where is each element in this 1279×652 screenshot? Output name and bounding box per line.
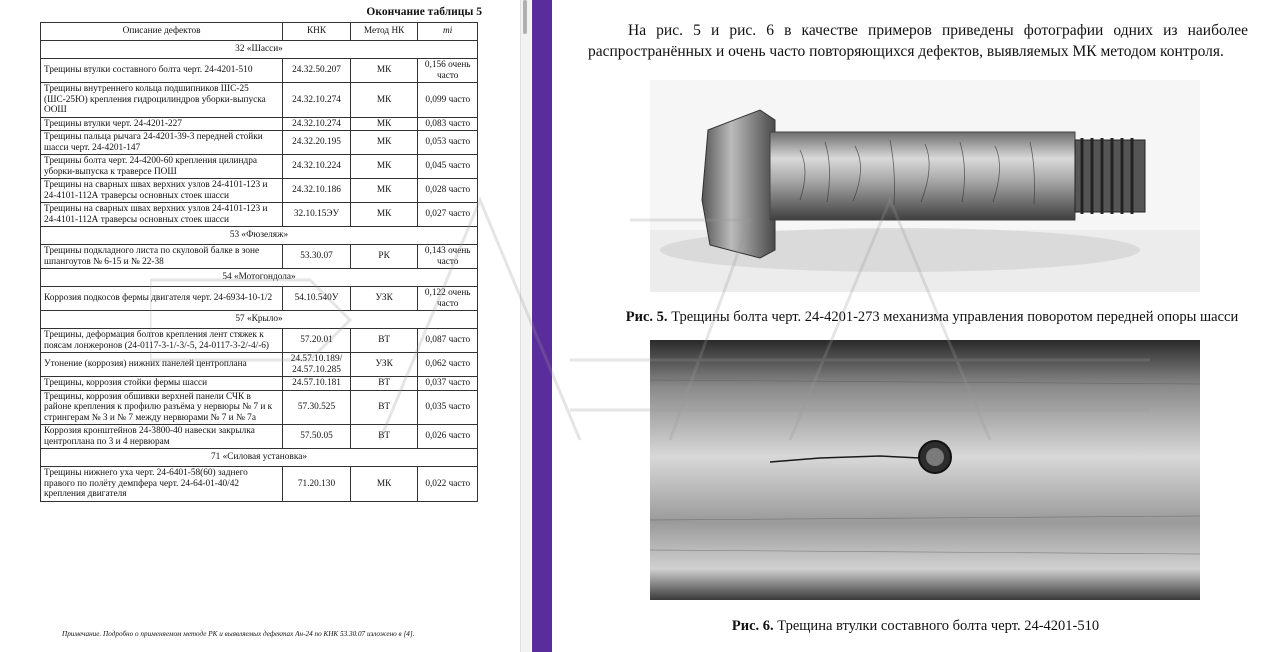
nk-method: МК bbox=[350, 203, 418, 227]
nk-method: ВТ bbox=[350, 390, 418, 425]
frequency-value: 0,026 часто bbox=[418, 425, 478, 449]
frequency-value: 0,045 часто bbox=[418, 155, 478, 179]
left-document-page bbox=[0, 0, 520, 652]
scrollbar-track[interactable] bbox=[520, 0, 531, 652]
nk-method: МК bbox=[350, 59, 418, 83]
knk-code: 24.32.10.274 bbox=[283, 117, 351, 131]
scrollbar-thumb[interactable] bbox=[523, 0, 527, 34]
knk-code: 24.32.20.195 bbox=[283, 131, 351, 155]
table-row bbox=[41, 155, 478, 179]
knk-code: 24.32.10.186 bbox=[283, 179, 351, 203]
nk-method: МК bbox=[350, 179, 418, 203]
figure-6-caption bbox=[552, 618, 1279, 635]
defect-description: Трещины, деформация болтов крепления лент стяжек к поясам лонжеронов (24-0117-3-1/-3/-5, 24-0117-3-2/-4/-6) bbox=[41, 329, 283, 353]
table-caption: Окончание таблицы 5 bbox=[366, 6, 482, 18]
figure-5-caption-text: Трещины болта черт. 24-4201-273 механизма управления поворотом передней опоры шасси bbox=[671, 309, 1239, 325]
knk-code: 24.57.10.181 bbox=[283, 377, 351, 391]
defect-description: Трещины втулки черт. 24-4201-227 bbox=[41, 117, 283, 131]
table-row bbox=[41, 353, 478, 377]
defect-description: Трещины втулки составного болта черт. 24-4201-510 bbox=[41, 59, 283, 83]
figure-6-caption-text: Трещина втулки составного болта черт. 24-4201-510 bbox=[777, 618, 1100, 634]
right-document-page bbox=[552, 0, 1279, 652]
knk-code: 24.32.10.224 bbox=[283, 155, 351, 179]
nk-method: УЗК bbox=[350, 287, 418, 311]
figure-6-sleeve-photo bbox=[650, 340, 1200, 600]
figure-5-label: Рис. 5. bbox=[625, 309, 668, 325]
table-row bbox=[41, 117, 478, 131]
defect-description: Трещины нижнего уха черт. 24-6401-58(60) заднего правого по полёту демпфера черт. 24-64-01-40/42 крепления двигателя bbox=[41, 467, 283, 502]
defect-description: Трещины, коррозия обшивки верхней панели СЧК в районе крепления к профилю разъёма у нервюры № 7 и к стрингерам № 3 и № 7 между нервюрами № 7 и № 7а bbox=[41, 390, 283, 425]
nk-method: МК bbox=[350, 117, 418, 131]
defect-description: Коррозия подкосов фермы двигателя черт. 24-6934-10-1/2 bbox=[41, 287, 283, 311]
table-body bbox=[41, 41, 478, 502]
nk-method: МК bbox=[350, 467, 418, 502]
intro-paragraph: На рис. 5 и рис. 6 в качестве примеров приведены фотографии одних из наиболее распространённых и очень часто повторяющихся дефектов, выявляемых МК методом контроля. bbox=[588, 22, 1248, 60]
table-header-row bbox=[41, 23, 478, 41]
section-row bbox=[41, 41, 478, 59]
knk-code: 57.50.05 bbox=[283, 425, 351, 449]
table-row bbox=[41, 203, 478, 227]
figure-5-bolt-photo bbox=[650, 80, 1200, 292]
frequency-value: 0,022 часто bbox=[418, 467, 478, 502]
header-m: mi bbox=[418, 23, 478, 41]
table-row bbox=[41, 131, 478, 155]
nk-method: РК bbox=[350, 245, 418, 269]
knk-code: 24.32.10.274 bbox=[283, 83, 351, 118]
table-row bbox=[41, 467, 478, 502]
defect-description: Трещины на сварных швах верхних узлов 24-4101-123 и 24-4101-112А траверсы основных стоек шасси bbox=[41, 203, 283, 227]
defect-description: Трещины на сварных швах верхних узлов 24-4101-123 и 24-4101-112А траверсы основных стоек шасси bbox=[41, 179, 283, 203]
header-description: Описание дефектов bbox=[41, 23, 283, 41]
frequency-value: 0,062 часто bbox=[418, 353, 478, 377]
table-row bbox=[41, 179, 478, 203]
section-title: 71 «Силовая установка» bbox=[41, 449, 478, 467]
knk-code: 57.20.01 bbox=[283, 329, 351, 353]
frequency-value: 0,037 часто bbox=[418, 377, 478, 391]
section-row bbox=[41, 227, 478, 245]
frequency-value: 0,122 очень часто bbox=[418, 287, 478, 311]
figure-5-caption bbox=[602, 309, 1262, 326]
table-row bbox=[41, 83, 478, 118]
section-title: 54 «Мотогондола» bbox=[41, 269, 478, 287]
frequency-value: 0,053 часто bbox=[418, 131, 478, 155]
frequency-value: 0,143 очень часто bbox=[418, 245, 478, 269]
section-row bbox=[41, 449, 478, 467]
frequency-value: 0,035 часто bbox=[418, 390, 478, 425]
defect-description: Трещины болта черт. 24-4200-60 крепления цилиндра уборки-выпуска к траверсе ПОШ bbox=[41, 155, 283, 179]
section-title: 53 «Фюзеляж» bbox=[41, 227, 478, 245]
defect-description: Трещины подкладного листа по скуловой балке в зоне шпангоутов № 6-15 и № 22-38 bbox=[41, 245, 283, 269]
nk-method: УЗК bbox=[350, 353, 418, 377]
frequency-value: 0,028 часто bbox=[418, 179, 478, 203]
table-row bbox=[41, 245, 478, 269]
nk-method: МК bbox=[350, 83, 418, 118]
table-row bbox=[41, 425, 478, 449]
nk-method: ВТ bbox=[350, 425, 418, 449]
table-note: Примечание. Подробно о применяемом методе РК и выявляемых дефектах Ан-24 по КНК 53.30.07 изложено в [4]. bbox=[62, 630, 415, 638]
page-divider bbox=[532, 0, 552, 652]
nk-method: ВТ bbox=[350, 329, 418, 353]
frequency-value: 0,099 часто bbox=[418, 83, 478, 118]
table-row bbox=[41, 59, 478, 83]
knk-code: 54.10.540У bbox=[283, 287, 351, 311]
nk-method: МК bbox=[350, 131, 418, 155]
defect-description: Трещины пальца рычага 24-4201-39-3 передней стойки шасси черт. 24-4201-147 bbox=[41, 131, 283, 155]
header-method: Метод НК bbox=[350, 23, 418, 41]
section-title: 32 «Шасси» bbox=[41, 41, 478, 59]
header-knk: КНК bbox=[283, 23, 351, 41]
defect-description: Утонение (коррозия) нижних панелей центроплана bbox=[41, 353, 283, 377]
frequency-value: 0,087 часто bbox=[418, 329, 478, 353]
knk-code: 24.32.50.207 bbox=[283, 59, 351, 83]
knk-code: 71.20.130 bbox=[283, 467, 351, 502]
defect-description: Трещины, коррозия стойки фермы шасси bbox=[41, 377, 283, 391]
table-row bbox=[41, 329, 478, 353]
table-row bbox=[41, 287, 478, 311]
knk-code: 24.57.10.189/ 24.57.10.285 bbox=[283, 353, 351, 377]
nk-method: МК bbox=[350, 155, 418, 179]
knk-code: 32.10.15ЭУ bbox=[283, 203, 351, 227]
defect-description: Трещины внутреннего кольца подшипников ШС-25 (ШС-25Ю) крепления гидроцилиндров уборки-выпуска ООШ bbox=[41, 83, 283, 118]
section-title: 57 «Крыло» bbox=[41, 311, 478, 329]
defect-description: Коррозия кронштейнов 24-3800-40 навески закрылка центроплана по 3 и 4 нервюрам bbox=[41, 425, 283, 449]
table-row bbox=[41, 377, 478, 391]
defects-table bbox=[40, 22, 478, 502]
table-row bbox=[41, 390, 478, 425]
figure-6-label: Рис. 6. bbox=[731, 618, 774, 634]
frequency-value: 0,027 часто bbox=[418, 203, 478, 227]
section-row bbox=[41, 269, 478, 287]
knk-code: 57.30.525 bbox=[283, 390, 351, 425]
section-row bbox=[41, 311, 478, 329]
nk-method: ВТ bbox=[350, 377, 418, 391]
frequency-value: 0,083 часто bbox=[418, 117, 478, 131]
frequency-value: 0,156 очень часто bbox=[418, 59, 478, 83]
knk-code: 53.30.07 bbox=[283, 245, 351, 269]
